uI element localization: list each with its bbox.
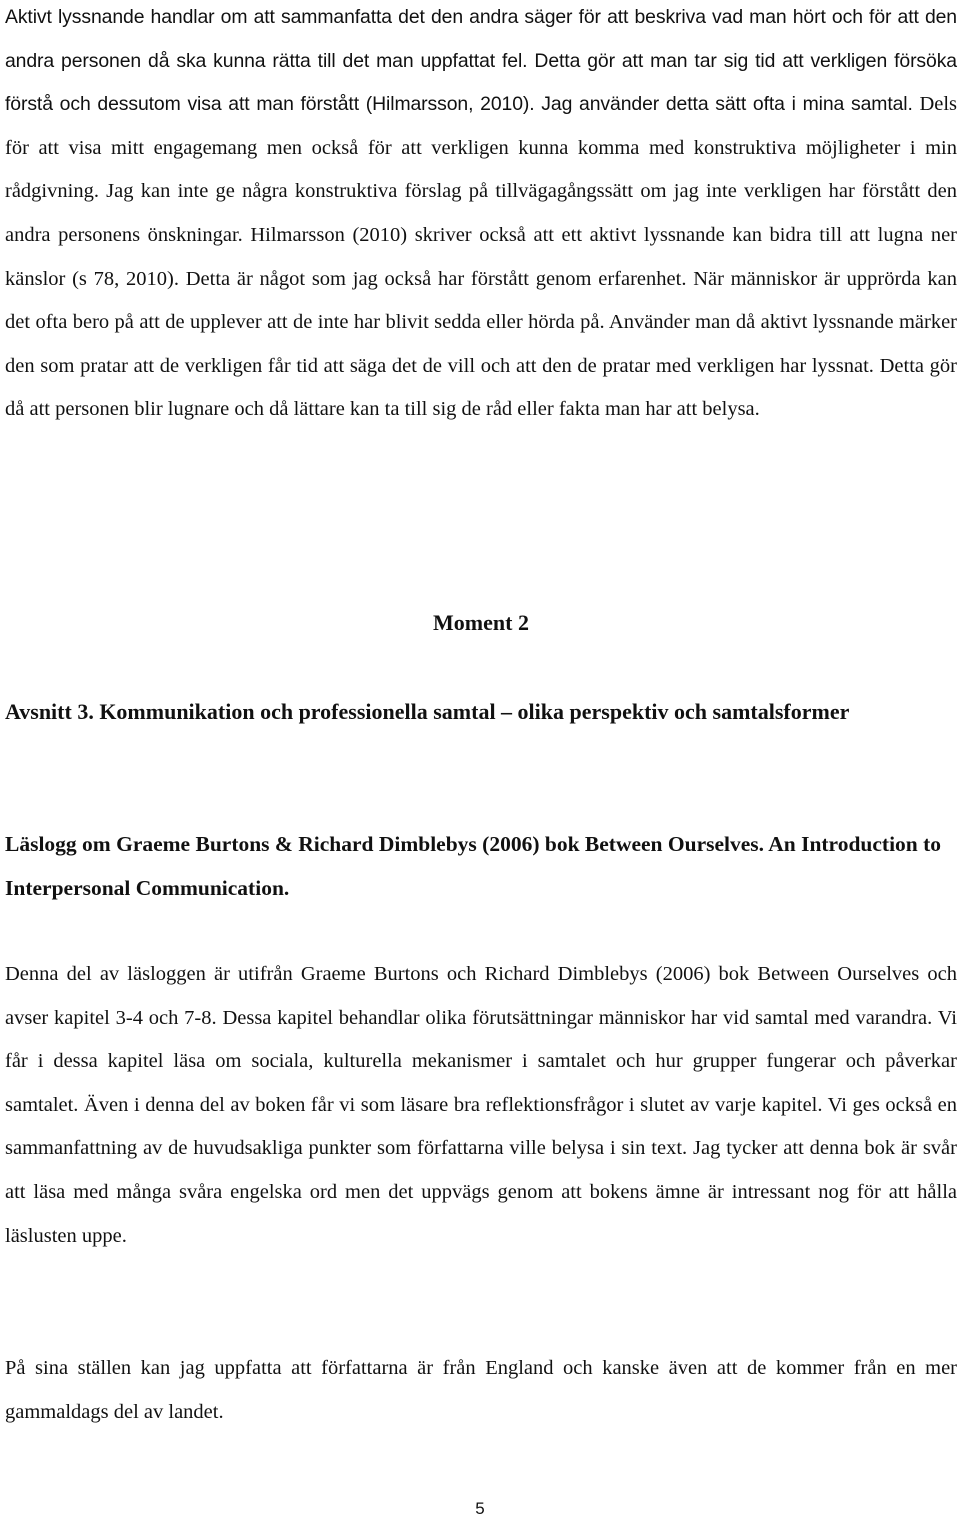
- paragraph-sans-segment: Aktivt lyssnande handlar om att sammanfatta det den andra säger för att beskriva vad man hört och för att den andra personen då ska kunna rätta till det man uppfattat fel. Detta gör att man tar sig tid att verkligen försöka förstå och dessutom visa att man förstått (Hilmarsson, 2010). Jag använder detta sätt ofta i mina samtal.: [5, 6, 957, 116]
- moment-heading: Moment 2: [433, 610, 529, 635]
- reading-log-heading: Läslogg om Graeme Burtons & Richard Dimblebys (2006) bok Between Ourselves. An Introduction to Interpersonal Communication.: [5, 832, 942, 900]
- paragraph-serif-segment: Dels för att visa mitt engagemang men också för att verkligen kunna komma med konstruktiva möjligheter i min rådgivning. Jag kan inte ge några konstruktiva förslag på tillvägagångssätt om jag inte verkligen har förstått den andra personens önskningar. Hilmarsson (2010) skriver också att ett aktivt lyssnande kan bidra till att lugna ner känslor (s 78, 2010). Detta är något som jag också har förstått genom erfarenhet. När människor är upprörda kan det ofta bero på att de upplever att de inte har blivit sedda eller hörda på. Använder man då aktivt lyssnande märker den som pratar att de verkligen får tid att säga det de vill och att den de pratar med verkligen har lyssnat. Detta gör då att personen blir lugnare och då lättare kan ta till sig de råd eller fakta man har att belysa.: [5, 93, 958, 421]
- body-paragraph-active-listening: [5, 0, 957, 432]
- page-number: 5: [475, 1499, 485, 1518]
- section-heading: Avsnitt 3. Kommunikation och professionella samtal – olika perspektiv och samtalsformer: [5, 699, 850, 724]
- body-paragraph-reading-log: Denna del av läsloggen är utifrån Graeme Burtons och Richard Dimblebys (2006) bok Between Ourselves och avser kapitel 3-4 och 7-8. Dessa kapitel behandlar olika förutsättningar människor har vid samtal med varandra. Vi får i dessa kapitel läsa om sociala, kulturella mekanismer i samtalet och hur grupper fungerar och påverkar samtalet. Även i denna del av boken får vi som läsare bra reflektionsfrågor i slutet av varje kapitel. Vi ges också en sammanfattning av de huvudsakliga punkter som författarna ville belysa i sin text. Jag tycker att denna bok är svår att läsa med många svåra engelska ord men det uppvägs genom att bokens ämne är intressant nog för att hålla läslusten uppe.: [5, 963, 957, 1247]
- body-paragraph-author-origin: På sina ställen kan jag uppfatta att författarna är från England och kanske även att de kommer från en mer gammaldags del av landet.: [5, 1357, 957, 1423]
